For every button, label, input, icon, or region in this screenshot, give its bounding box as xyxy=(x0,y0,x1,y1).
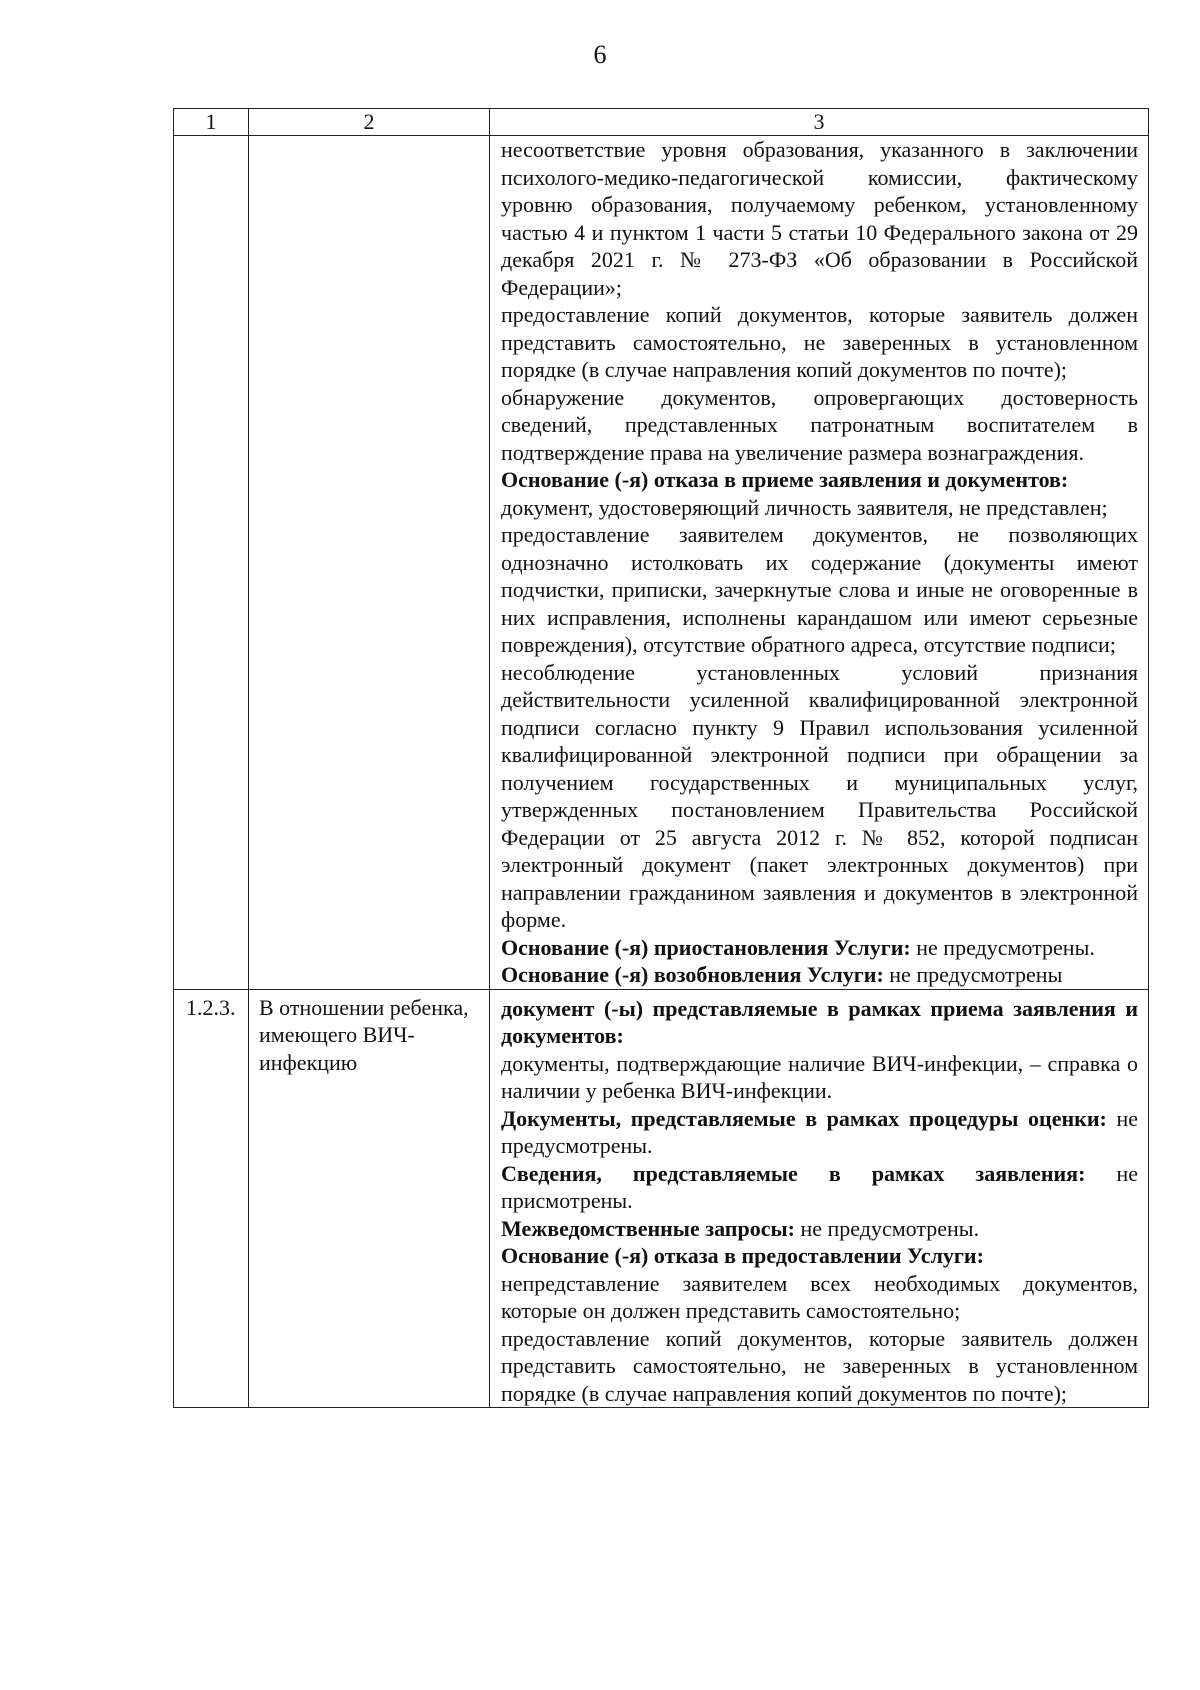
content-paragraph: непредставление заявителем всех необходимых документов, которые он должен представить самостоятельно; xyxy=(501,1270,1138,1323)
table-row xyxy=(174,989,1149,1408)
content-paragraph: Основание (-я) возобновления Услуги: не предусмотрены xyxy=(501,962,1063,987)
content-paragraph: обнаружение документов, опровергающих достоверность сведений, представленных патронатным воспитателем в подтверждение права на увеличение размера вознаграждения. xyxy=(501,384,1138,465)
row-subject-cell xyxy=(249,136,490,990)
content-heading: Основание (-я) отказа в предоставлении Услуги: xyxy=(501,1243,984,1268)
row-subject-cell: В отношении ребенка, имеющего ВИЧ-инфекцию xyxy=(249,989,490,1408)
row-number-cell: 1.2.3. xyxy=(174,989,249,1408)
document-table xyxy=(173,108,1149,1408)
content-paragraph: предоставление копий документов, которые заявитель должен представить самостоятельно, не заверенных в установленном порядке (в случае направления копий документов по почте); xyxy=(501,1325,1138,1406)
content-paragraph: предоставление заявителем документов, не позволяющих однозначно истолковать их содержание (документы имеют подчистки, приписки, зачеркнутые слова и иные не оговоренные в них исправления, исполнены карандашом или имеют серьезные повреждения), отсутствие обратного адреса, отсутствие подписи; xyxy=(501,522,1138,657)
content-paragraph: Межведомственные запросы: не предусмотрены. xyxy=(501,1215,980,1241)
content-paragraph: предоставление копий документов, которые заявитель должен представить самостоятельно, не заверенных в установленном порядке (в случае направления копий документов по почте); xyxy=(501,302,1138,382)
header-column-3: 3 xyxy=(490,109,1149,136)
content-paragraph: Документы, представляемые в рамках процедуры оценки: не предусмотрены. xyxy=(501,1105,1138,1158)
content-paragraph: документы, подтверждающие наличие ВИЧ-инфекции, – справка о наличии у ребенка ВИЧ-инфекции. xyxy=(501,1050,1138,1103)
table-header-row xyxy=(174,109,1149,136)
content-paragraph: несоответствие уровня образования, указанного в заключении психолого-медико-педагогической комиссии, фактическому уровню образования, получаемому ребенком, установленному частью 4 и пунктом 1 части 5 статьи 10 Федерального закона от 29 декабря 2021 г. № 273-ФЗ «Об образовании в Российской Федерации»; xyxy=(501,137,1138,300)
header-column-1: 1 xyxy=(174,109,249,136)
content-heading: документ (-ы) представляемые в рамках приема заявления и документов: xyxy=(501,995,1138,1048)
content-paragraph: документ, удостоверяющий личность заявителя, не представлен; xyxy=(501,494,1108,520)
content-paragraph: несоблюдение установленных условий признания действительности усиленной квалифицированной электронной подписи согласно пункту 9 Правил использования усиленной квалифицированной электронной подписи при обращении за получением государственных и муниципальных услуг, утвержденных постановлением Правительства Российской Федерации от 25 августа 2012 г. № 852, которой подписан электронный документ (пакет электронных документов) при направлении гражданином заявления и документов в электронной форме. xyxy=(501,659,1138,932)
content-heading: Основание (-я) отказа в приеме заявления и документов: xyxy=(501,467,1069,492)
page-number: 6 xyxy=(593,40,607,69)
content-paragraph: Сведения, представляемые в рамках заявления: не присмотрены. xyxy=(501,1160,1138,1213)
row-content-cell xyxy=(490,136,1149,990)
table-row xyxy=(174,136,1149,990)
row-number-cell xyxy=(174,136,249,990)
header-column-2: 2 xyxy=(249,109,490,136)
row-content-cell xyxy=(490,989,1149,1408)
content-paragraph: Основание (-я) приостановления Услуги: не предусмотрены. xyxy=(501,934,1095,960)
